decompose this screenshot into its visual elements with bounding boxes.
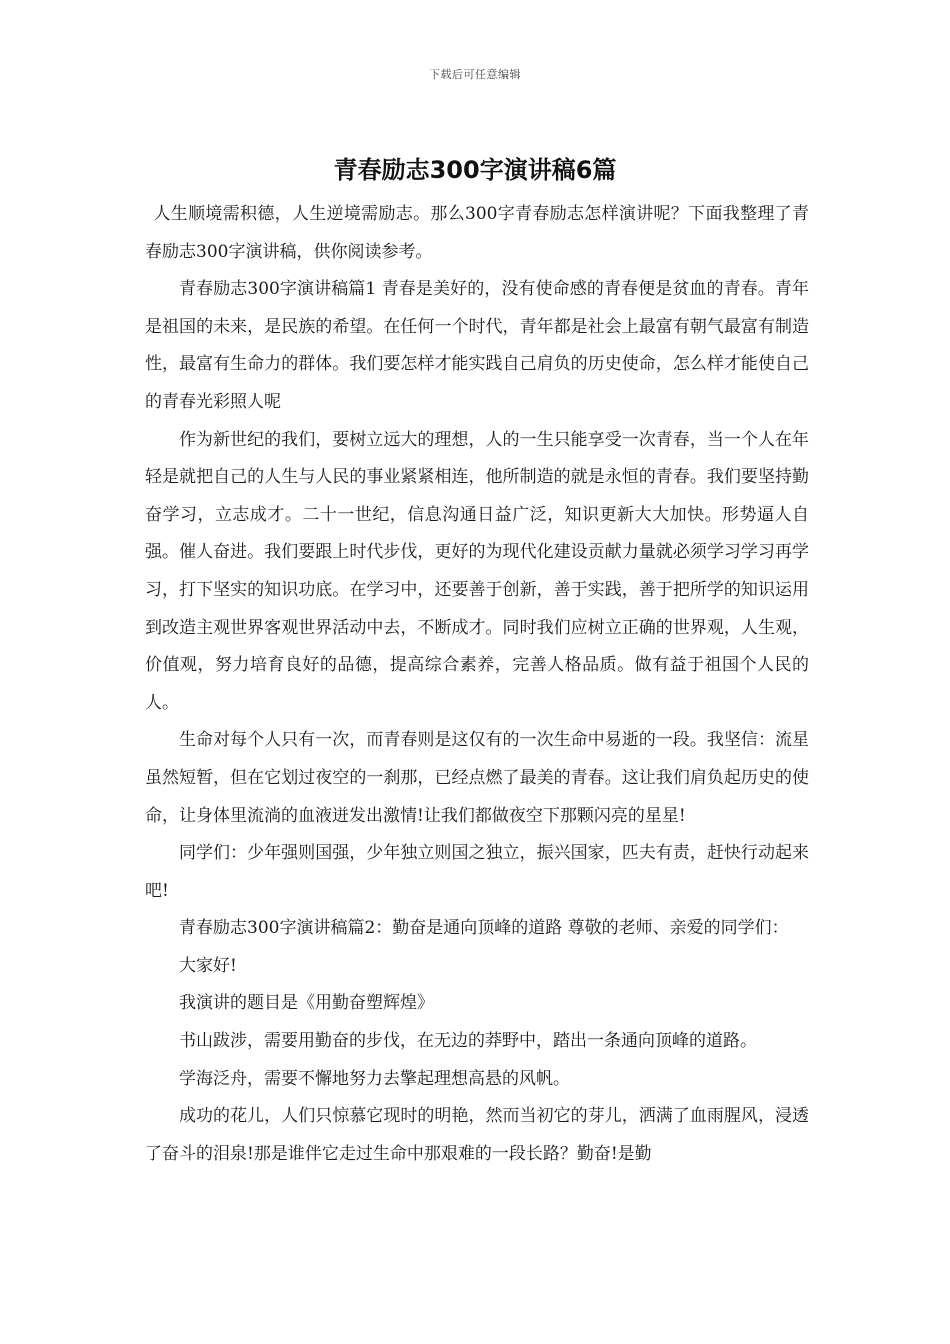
paragraph: 人生顺境需积德，人生逆境需励志。那么300字青春励志怎样演讲呢？下面我整理了青春励志300字演讲稿，供你阅读参考。 (145, 204, 809, 262)
paragraph: 生命对每个人只有一次，而青春则是这仅有的一次生命中易逝的一段。我坚信：流星虽然短暂，但在它划过夜空的一刹那，已经点燃了最美的青春。这让我们肩负起历史的使命，让身体里流淌的血液迸发出激情!让我们都做夜空下那颗闪亮的星星! (145, 730, 809, 826)
document-title: 青春励志300字演讲稿6篇 (333, 156, 617, 184)
paragraph: 我演讲的题目是《用勤奋塑辉煌》 (179, 993, 434, 1014)
paragraph: 成功的花儿，人们只惊慕它现时的明艳，然而当初它的芽儿，洒满了血雨腥风，浸透了奋斗的泪泉!那是谁伴它走过生命中那艰难的一段长路？勤奋!是勤 (145, 1106, 809, 1164)
paragraph: 同学们：少年强则国强，少年独立则国之独立，振兴国家，匹夫有责，赶快行动起来吧! (145, 843, 809, 901)
paragraph: 书山跋涉，需要用勤奋的步伐，在无边的莽野中，踏出一条通向顶峰的道路。 (179, 1031, 757, 1052)
paragraph: 作为新世纪的我们，要树立远大的理想，人的一生只能享受一次青春，当一个人在年轻是就把自己的人生与人民的事业紧紧相连，他所制造的就是永恒的青春。我们要坚持勤奋学习，立志成才。二十一世纪，信息沟通日益广泛，知识更新大大加快。形势逼人自强。催人奋进。我们要跟上时代步伐，更好的为现代化建设贡献力量就必须学习学习再学习，打下坚实的知识功底。在学习中，还要善于创新，善于实践，善于把所学的知识运用到改造主观世界客观世界活动中去，不断成才。同时我们应树立正确的世界观，人生观，价值观，努力培育良好的品德，提高综合素养，完善人格品质。做有益于祖国个人民的人。 (145, 429, 809, 713)
header-note: 下载后可任意编辑 (429, 68, 521, 81)
paragraph: 大家好! (179, 955, 237, 976)
paragraph: 青春励志300字演讲稿篇1 青春是美好的，没有使命感的青春便是贫血的青春。青年是祖国的未来，是民族的希望。在任何一个时代，青年都是社会上最富有朝气最富有制造性，最富有生命力的群体。我们要怎样才能实践自己肩负的历史使命，怎么样才能使自己的青春光彩照人呢 (145, 279, 809, 412)
document-body (145, 196, 809, 1173)
paragraph: 学海泛舟，需要不懈地努力去擎起理想高悬的风帆。 (179, 1068, 570, 1089)
paragraph: 青春励志300字演讲稿篇2：勤奋是通向顶峰的道路 尊敬的老师、亲爱的同学们： (179, 918, 789, 939)
